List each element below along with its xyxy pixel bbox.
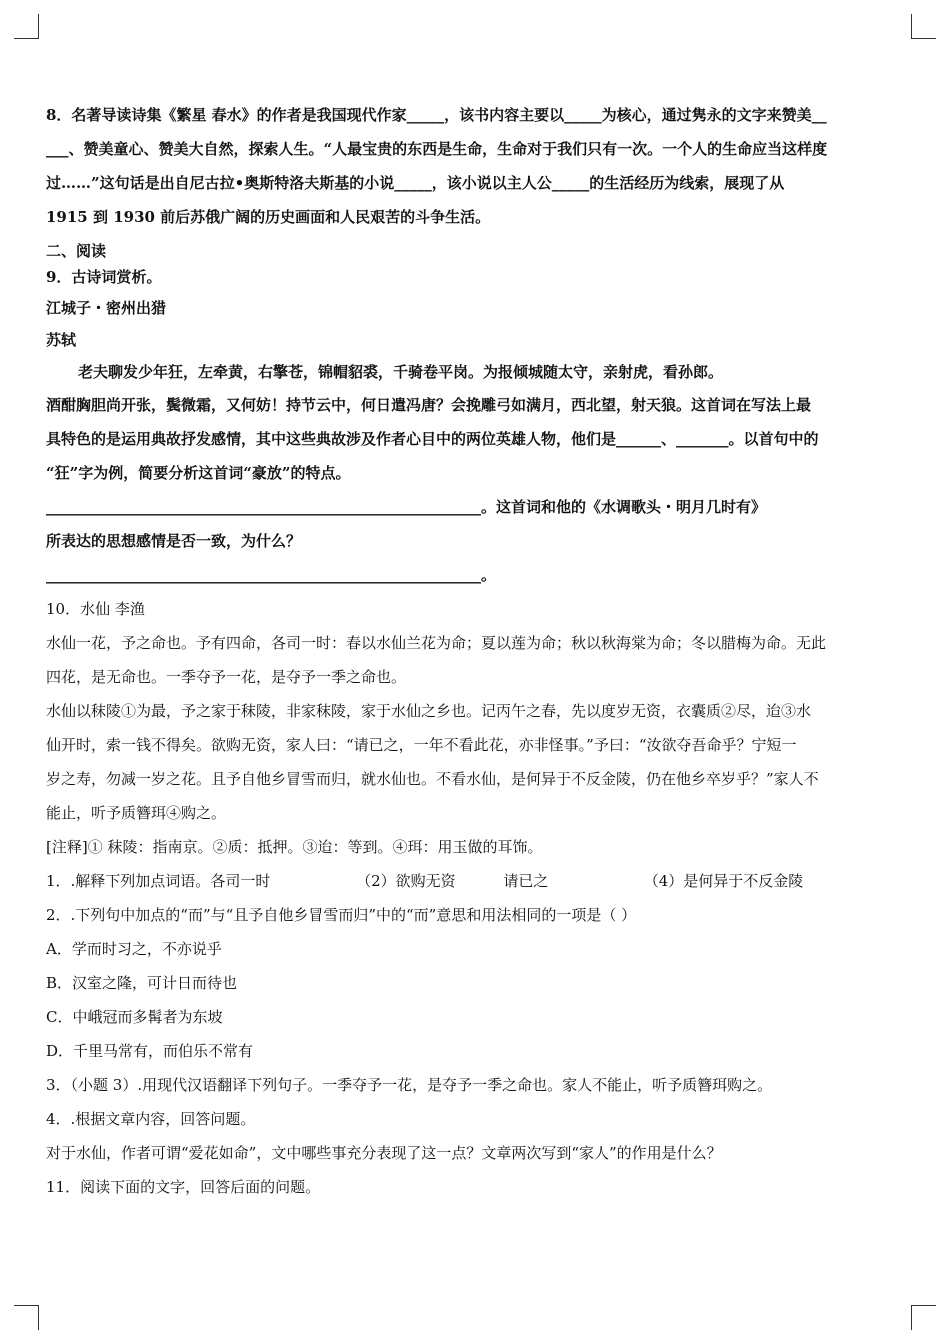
q10-notes: [注释]① 秣陵：指南京。②质：抵押。③迨：等到。④珥：用玉做的耳饰。 xyxy=(46,838,543,856)
question-8 xyxy=(46,98,908,234)
crop-mark-bottom-left xyxy=(14,1305,39,1330)
crop-mark-bottom-right xyxy=(911,1305,936,1330)
crop-mark-top-left xyxy=(14,14,39,39)
q10-line: 四花，是无命也。一季夺予一花，是夺予一季之命也。 xyxy=(46,668,407,686)
poem-author: 苏轼 xyxy=(46,331,77,349)
q8-line: 8．名著导读诗集《繁星 春水》的作者是我国现代作家_____，该书内容主要以_____为核心，通过隽永的文字来赞美__ xyxy=(46,106,827,124)
q9-heading: 9．古诗词赏析。 xyxy=(46,268,162,286)
q9-line: “狂”字为例，简要分析这首词“豪放”的特点。 xyxy=(46,464,351,482)
q8-line: ___、赞美童心、赞美大自然，探索人生。“人最宝贵的东西是生命，生命对于我们只有一次。一个人的生命应当这样度 xyxy=(46,140,828,158)
q8-line: 1915 到 1930 前后苏俄广阔的历史画面和人民艰苦的斗争生活。 xyxy=(46,208,491,226)
poem-line: 老夫聊发少年狂，左牵黄，右擎苍，锦帽貂裘，千骑卷平岗。为报倾城随太守，亲射虎，看孙郎。 xyxy=(78,363,724,381)
section-reading-title: 二、阅读 xyxy=(46,242,107,260)
q10-line: 水仙以秣陵①为最，予之家于秣陵，非家秣陵，家于水仙之乡也。记丙午之春，先以度岁无资，衣囊质②尽，迨③水 xyxy=(46,702,812,720)
q10-sub2: 2．.下列句中加点的“而”与“且予自他乡冒雪而归”中的“而”意思和用法相同的一项是（ ） xyxy=(46,906,637,924)
q10-line: 仙开时，索一钱不得矣。欲购无资，家人曰：“请已之，一年不看此花，亦非怪事。”予曰：“汝欲夺吾命乎？宁短一 xyxy=(46,736,797,754)
q9-line: 具特色的是运用典故抒发感情，其中这些典故涉及作者心目中的两位英雄人物，他们是______、_______。以首句中的 xyxy=(46,430,819,448)
q10-sub4-question: 对于水仙，作者可谓“爱花如命”，文中哪些事充分表现了这一点？文章两次写到“家人”的作用是什么？ xyxy=(46,1144,722,1162)
q8-line: 过……”这句话是出自尼古拉•奥斯特洛夫斯基的小说_____，该小说以主人公_____的生活经历为线索，展现了从 xyxy=(46,174,785,192)
q9-answer-line: __________________________________________________________。这首词和他的《水调歌头・明月几时有》 xyxy=(46,498,767,516)
question-9 xyxy=(46,266,908,592)
question-11-heading: 11．阅读下面的文字，回答后面的问题。 xyxy=(46,1178,321,1196)
q9-line: 所表达的思想感情是否一致，为什么？ xyxy=(46,532,302,550)
q10-sub4: 4．.根据文章内容，回答问题。 xyxy=(46,1110,256,1128)
q10-line: 岁之寿，勿减一岁之花。且予自他乡冒雪而归，就水仙也。不看水仙，是何异于不反金陵，仍在他乡卒岁乎？”家人不 xyxy=(46,770,819,788)
option-a: A．学而时习之，不亦说乎 xyxy=(46,940,222,958)
document-body xyxy=(46,98,908,1204)
q10-line: 水仙一花，予之命也。予有四命，各司一时：春以水仙兰花为命；夏以莲为命；秋以秋海棠为命；冬以腊梅为命。无此 xyxy=(46,634,827,652)
q10-sub3: 3．（小题 3）.用现代汉语翻译下列句子。一季夺予一花，是夺予一季之命也。家人不能止，听予质簪珥购之。 xyxy=(46,1076,773,1094)
q9-line: 酒酣胸胆尚开张，鬓微霜，又何妨！持节云中，何日遣冯唐？会挽雕弓如满月，西北望，射天狼。这首词在写法上最 xyxy=(46,396,812,414)
q9-answer-line: __________________________________________________________。 xyxy=(46,566,497,584)
option-d: D．千里马常有，而伯乐不常有 xyxy=(46,1042,254,1060)
question-10 xyxy=(46,592,908,1170)
option-c: C．中峨冠而多髯者为东坡 xyxy=(46,1008,223,1026)
option-b: B．汉室之隆，可计日而待也 xyxy=(46,974,238,992)
crop-mark-top-right xyxy=(911,14,936,39)
q10-sub1: 1．.解释下列加点词语。各司一时 （2）欲购无资 请已之 （4）是何异于不反金陵 xyxy=(46,872,804,890)
q10-heading: 10．水仙 李渔 xyxy=(46,600,145,618)
poem-title: 江城子・密州出猎 xyxy=(46,299,167,317)
q10-line: 能止，听予质簪珥④购之。 xyxy=(46,804,227,822)
